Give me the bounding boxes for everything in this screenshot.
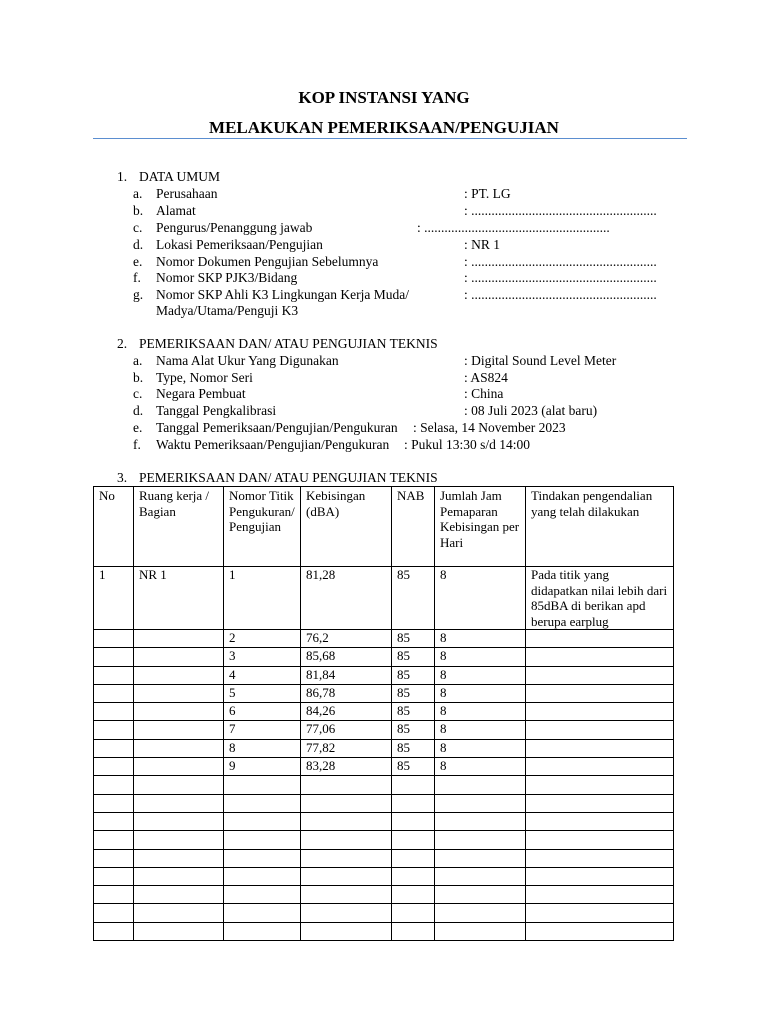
cell-nab	[392, 831, 435, 849]
section2-title: PEMERIKSAAN DAN/ ATAU PENGUJIAN TEKNIS	[139, 336, 438, 351]
cell-nab: 85	[392, 684, 435, 702]
cell-noise: 77,06	[301, 721, 392, 739]
cell-hours	[435, 776, 526, 794]
cell-action	[526, 703, 674, 721]
s1-item-value: : NR 1	[464, 237, 501, 252]
cell-room	[134, 867, 224, 885]
s2-item-value: : Digital Sound Level Meter	[464, 353, 617, 368]
cell-hours: 8	[435, 648, 526, 666]
cell-noise: 81,84	[301, 666, 392, 684]
cell-noise	[301, 794, 392, 812]
table-row	[94, 739, 674, 757]
s1-item-label-continued: Madya/Utama/Penguji K3	[156, 303, 299, 318]
col-header-point: Nomor Titik Pengukuran/ Pengujian	[224, 487, 301, 567]
s2-item-label: Tanggal Pengkalibrasi	[156, 403, 277, 418]
s1-item-g-cont	[133, 303, 693, 320]
cell-no	[94, 922, 134, 940]
cell-hours	[435, 886, 526, 904]
table-header-row	[94, 487, 674, 567]
cell-noise: 77,82	[301, 739, 392, 757]
s1-item-letter: f.	[133, 270, 141, 285]
s2-item-value: : Selasa, 14 November 2023	[413, 420, 566, 435]
cell-noise: 85,68	[301, 648, 392, 666]
s1-item-d	[133, 237, 693, 254]
cell-no	[94, 812, 134, 830]
cell-room	[134, 794, 224, 812]
cell-no	[94, 721, 134, 739]
s1-item-g	[133, 287, 693, 304]
cell-hours: 8	[435, 666, 526, 684]
cell-room	[134, 886, 224, 904]
table-row	[94, 904, 674, 922]
cell-nab	[392, 867, 435, 885]
cell-hours	[435, 849, 526, 867]
cell-nab	[392, 794, 435, 812]
cell-point	[224, 849, 301, 867]
s2-item-label: Tanggal Pemeriksaan/Pengujian/Pengukuran	[156, 420, 398, 435]
cell-room	[134, 739, 224, 757]
cell-no	[94, 648, 134, 666]
cell-hours: 8	[435, 703, 526, 721]
table-row	[94, 630, 674, 648]
s1-item-label: Perusahaan	[156, 186, 218, 201]
col-header-room: Ruang kerja / Bagian	[134, 487, 224, 567]
cell-action: Pada titik yang didapatkan nilai lebih dari 85dBA di berikan apd berupa earplug	[526, 567, 674, 630]
cell-no	[94, 776, 134, 794]
cell-nab	[392, 776, 435, 794]
document-title-line1: KOP INSTANSI YANG	[298, 88, 470, 107]
cell-point	[224, 922, 301, 940]
cell-no	[94, 739, 134, 757]
cell-action	[526, 849, 674, 867]
cell-room	[134, 703, 224, 721]
cell-no	[94, 758, 134, 776]
s2-item-label: Nama Alat Ukur Yang Digunakan	[156, 353, 339, 368]
cell-hours: 8	[435, 721, 526, 739]
cell-action	[526, 630, 674, 648]
cell-action	[526, 831, 674, 849]
section1-title: DATA UMUM	[139, 169, 221, 184]
section3-heading	[117, 470, 438, 486]
cell-point: 2	[224, 630, 301, 648]
table-row	[94, 886, 674, 904]
cell-nab	[392, 904, 435, 922]
s2-item-value: : AS824	[464, 370, 508, 385]
cell-hours	[435, 922, 526, 940]
table-row	[94, 867, 674, 885]
cell-action	[526, 666, 674, 684]
s2-item-label: Type, Nomor Seri	[156, 370, 253, 385]
s1-item-letter: a.	[133, 186, 143, 201]
s1-item-a	[133, 186, 693, 203]
cell-nab	[392, 849, 435, 867]
s1-item-label: Pengurus/Penanggung jawab	[156, 220, 313, 235]
table-row	[94, 758, 674, 776]
s1-item-letter: g.	[133, 287, 144, 302]
col-header-noise: Kebisingan (dBA)	[301, 487, 392, 567]
table-row	[94, 776, 674, 794]
s2-item-letter: a.	[133, 353, 143, 368]
cell-no	[94, 867, 134, 885]
cell-hours	[435, 904, 526, 922]
cell-point	[224, 867, 301, 885]
s2-item-b	[133, 370, 693, 387]
cell-room	[134, 684, 224, 702]
s2-item-label: Negara Pembuat	[156, 386, 246, 401]
section1-heading	[117, 169, 220, 185]
s2-item-value: : 08 Juli 2023 (alat baru)	[464, 403, 598, 418]
s1-item-c	[133, 220, 693, 237]
s2-item-letter: f.	[133, 437, 141, 452]
table-body	[94, 567, 674, 941]
cell-nab	[392, 886, 435, 904]
s2-item-label: Waktu Pemeriksaan/Pengujian/Pengukuran	[156, 437, 390, 452]
s2-item-letter: c.	[133, 386, 143, 401]
cell-nab	[392, 812, 435, 830]
cell-action	[526, 776, 674, 794]
cell-no	[94, 794, 134, 812]
cell-noise: 76,2	[301, 630, 392, 648]
document-title-line2: MELAKUKAN PEMERIKSAAN/PENGUJIAN	[209, 118, 559, 137]
cell-nab: 85	[392, 648, 435, 666]
cell-hours: 8	[435, 758, 526, 776]
cell-action	[526, 648, 674, 666]
table-row	[94, 648, 674, 666]
s1-item-letter: b.	[133, 203, 144, 218]
s1-item-value: : .......................................................	[464, 270, 657, 285]
s1-item-f	[133, 270, 693, 287]
cell-nab: 85	[392, 703, 435, 721]
s1-item-value: : .......................................................	[417, 220, 610, 235]
cell-noise: 86,78	[301, 684, 392, 702]
s2-item-letter: b.	[133, 370, 144, 385]
s1-item-value: : PT. LG	[464, 186, 511, 201]
s1-item-e	[133, 254, 693, 271]
cell-noise	[301, 904, 392, 922]
table-row	[94, 703, 674, 721]
cell-point	[224, 776, 301, 794]
cell-point	[224, 812, 301, 830]
cell-point: 9	[224, 758, 301, 776]
cell-hours	[435, 812, 526, 830]
cell-no	[94, 703, 134, 721]
cell-point	[224, 886, 301, 904]
cell-action	[526, 812, 674, 830]
cell-point: 6	[224, 703, 301, 721]
cell-room	[134, 721, 224, 739]
cell-room	[134, 922, 224, 940]
cell-room	[134, 904, 224, 922]
cell-noise: 81,28	[301, 567, 392, 630]
s1-item-letter: e.	[133, 254, 143, 269]
measurement-table	[93, 486, 674, 941]
cell-hours: 8	[435, 739, 526, 757]
cell-no	[94, 630, 134, 648]
cell-nab	[392, 922, 435, 940]
cell-point: 1	[224, 567, 301, 630]
s1-item-label: Nomor Dokumen Pengujian Sebelumnya	[156, 254, 379, 269]
cell-no	[94, 904, 134, 922]
col-header-nab: NAB	[392, 487, 435, 567]
cell-room	[134, 666, 224, 684]
cell-action	[526, 922, 674, 940]
cell-room: NR 1	[134, 567, 224, 630]
table-row	[94, 922, 674, 940]
cell-hours	[435, 867, 526, 885]
cell-point	[224, 794, 301, 812]
cell-point: 3	[224, 648, 301, 666]
section2-heading	[117, 336, 438, 352]
s1-item-label: Lokasi Pemeriksaan/Pengujian	[156, 237, 323, 252]
cell-no	[94, 849, 134, 867]
cell-nab: 85	[392, 739, 435, 757]
s1-item-label: Nomor SKP Ahli K3 Lingkungan Kerja Muda/	[156, 287, 409, 302]
col-header-action: Tindakan pengendalian yang telah dilakukan	[526, 487, 674, 567]
s1-item-label: Alamat	[156, 203, 196, 218]
s2-item-f	[133, 437, 693, 454]
cell-action	[526, 739, 674, 757]
s2-item-value: : China	[464, 386, 504, 401]
cell-room	[134, 758, 224, 776]
cell-noise	[301, 922, 392, 940]
cell-point	[224, 831, 301, 849]
header-divider	[93, 138, 687, 139]
cell-nab: 85	[392, 567, 435, 630]
cell-action	[526, 867, 674, 885]
table-row	[94, 794, 674, 812]
table-row	[94, 684, 674, 702]
cell-noise	[301, 831, 392, 849]
cell-action	[526, 721, 674, 739]
cell-hours: 8	[435, 684, 526, 702]
table-row	[94, 849, 674, 867]
cell-action	[526, 886, 674, 904]
cell-noise: 83,28	[301, 758, 392, 776]
col-header-no: No	[94, 487, 134, 567]
cell-noise	[301, 776, 392, 794]
cell-room	[134, 849, 224, 867]
cell-room	[134, 648, 224, 666]
section1-number: 1.	[117, 169, 128, 184]
s2-item-e	[133, 420, 693, 437]
s2-item-d	[133, 403, 693, 420]
cell-action	[526, 904, 674, 922]
s2-item-letter: e.	[133, 420, 143, 435]
cell-hours	[435, 794, 526, 812]
s1-item-value: : .......................................................	[464, 254, 657, 269]
cell-action	[526, 684, 674, 702]
table-row	[94, 567, 674, 630]
cell-point: 5	[224, 684, 301, 702]
s2-item-a	[133, 353, 693, 370]
cell-noise	[301, 849, 392, 867]
cell-no	[94, 666, 134, 684]
s1-item-letter: c.	[133, 220, 143, 235]
section3-number: 3.	[117, 470, 128, 485]
cell-room	[134, 831, 224, 849]
s1-item-b	[133, 203, 693, 220]
cell-point: 7	[224, 721, 301, 739]
s1-item-value: : .......................................................	[464, 287, 657, 302]
table-row	[94, 721, 674, 739]
s2-item-letter: d.	[133, 403, 144, 418]
cell-nab: 85	[392, 721, 435, 739]
cell-point: 4	[224, 666, 301, 684]
cell-action	[526, 758, 674, 776]
cell-room	[134, 630, 224, 648]
cell-nab: 85	[392, 630, 435, 648]
table-row	[94, 666, 674, 684]
s1-item-value: : .......................................................	[464, 203, 657, 218]
s2-item-value: : Pukul 13:30 s/d 14:00	[404, 437, 531, 452]
cell-point: 8	[224, 739, 301, 757]
cell-point	[224, 904, 301, 922]
cell-noise: 84,26	[301, 703, 392, 721]
s1-item-letter: d.	[133, 237, 144, 252]
table-row	[94, 831, 674, 849]
cell-hours: 8	[435, 630, 526, 648]
table-row	[94, 812, 674, 830]
cell-no	[94, 831, 134, 849]
cell-noise	[301, 812, 392, 830]
cell-room	[134, 812, 224, 830]
cell-action	[526, 794, 674, 812]
cell-nab: 85	[392, 666, 435, 684]
s1-item-label: Nomor SKP PJK3/Bidang	[156, 270, 298, 285]
cell-room	[134, 776, 224, 794]
cell-no	[94, 886, 134, 904]
cell-no: 1	[94, 567, 134, 630]
section2-number: 2.	[117, 336, 128, 351]
cell-hours: 8	[435, 567, 526, 630]
cell-nab: 85	[392, 758, 435, 776]
s2-item-c	[133, 386, 693, 403]
section3-title: PEMERIKSAAN DAN/ ATAU PENGUJIAN TEKNIS	[139, 470, 438, 485]
cell-hours	[435, 831, 526, 849]
col-header-hours: Jumlah Jam Pemaparan Kebisingan per Hari	[435, 487, 526, 567]
cell-no	[94, 684, 134, 702]
cell-noise	[301, 886, 392, 904]
cell-noise	[301, 867, 392, 885]
